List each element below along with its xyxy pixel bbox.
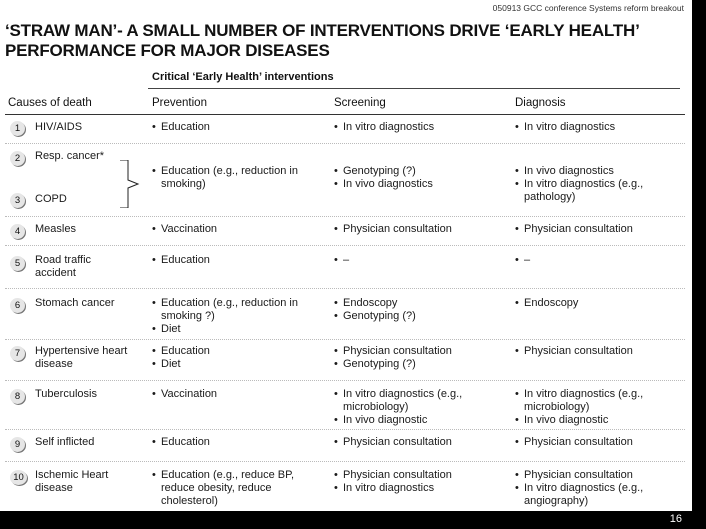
diagnosis-cell xyxy=(515,223,687,236)
screening-item: • Genotyping (?) xyxy=(334,358,504,371)
screening-item: • – xyxy=(334,254,504,267)
prevention-item: • Education (e.g., reduction in smoking ?) xyxy=(152,297,327,323)
interventions-header xyxy=(148,71,680,89)
screening-cell xyxy=(334,469,504,495)
diagnosis-item: • Physician consultation xyxy=(515,436,687,449)
screening-cell xyxy=(334,121,504,134)
screening-cell xyxy=(334,388,504,427)
screening-item: • In vitro diagnostics (e.g., microbiology) xyxy=(334,388,504,414)
screening-item: • Physician consultation xyxy=(334,223,504,236)
screening-item: • Physician consultation xyxy=(334,436,504,449)
diagnosis-cell xyxy=(515,121,687,134)
diagnosis-item: • In vitro diagnostics (e.g., pathology) xyxy=(515,178,687,204)
cause-stomach-cancer: Stomach cancer xyxy=(35,297,115,309)
prevention-cell xyxy=(152,223,327,236)
row-separator xyxy=(5,339,685,340)
cause-hypertensive-heart-disease: Hypertensive heart disease xyxy=(35,345,128,370)
prevention-item: • Education xyxy=(152,436,327,449)
diagnosis-cell xyxy=(515,388,687,427)
screening-item: • Endoscopy xyxy=(334,297,504,310)
prevention-item: • Diet xyxy=(152,323,327,336)
row-number-badge: 7 xyxy=(10,346,25,361)
header-divider xyxy=(5,114,685,115)
diagnosis-item: • In vivo diagnostic xyxy=(515,414,687,427)
conference-note: 050913 GCC conference Systems reform breakout xyxy=(492,3,684,13)
prevention-cell xyxy=(152,345,327,371)
row-separator xyxy=(5,429,685,430)
row-separator xyxy=(5,288,685,289)
screening-item: • Genotyping (?) xyxy=(334,165,504,178)
slide-edge-bar xyxy=(692,0,706,529)
diagnosis-item: • In vitro diagnostics xyxy=(515,121,687,134)
cause-road-traffic-accident: Road traffic accident xyxy=(35,254,92,279)
screening-cell xyxy=(334,297,504,323)
diagnosis-cell xyxy=(515,297,687,310)
prevention-cell xyxy=(152,121,327,134)
cause-resp-cancer: Resp. cancer* xyxy=(35,150,105,162)
prevention-item: • Vaccination xyxy=(152,388,327,401)
diagnosis-item: • In vitro diagnostics (e.g., microbiology) xyxy=(515,388,687,414)
screening-item: • Physician consultation xyxy=(334,345,504,358)
screening-item: • Genotyping (?) xyxy=(334,310,504,323)
row-number-badge: 8 xyxy=(10,389,25,404)
prevention-cell xyxy=(152,254,327,267)
screening-cell xyxy=(334,223,504,236)
screening-cell xyxy=(334,165,504,191)
cause-measles: Measles xyxy=(35,223,76,235)
cause-tuberculosis: Tuberculosis xyxy=(35,388,97,400)
column-header-screening: Screening xyxy=(334,97,386,109)
prevention-item: • Education xyxy=(152,121,327,134)
row-number-badge: 4 xyxy=(10,224,25,239)
column-header-prevention: Prevention xyxy=(152,97,207,109)
row-number-badge: 5 xyxy=(10,256,25,271)
screening-item: • In vivo diagnostic xyxy=(334,414,504,427)
screening-item: • Physician consultation xyxy=(334,469,504,482)
cause-self-inflicted: Self inflicted xyxy=(35,436,95,448)
diagnosis-item: • Physician consultation xyxy=(515,345,687,358)
row-number-badge: 1 xyxy=(10,121,25,136)
prevention-cell xyxy=(152,436,327,449)
prevention-item: • Education (e.g., reduce BP, reduce obesity, reduce cholesterol) xyxy=(152,469,327,508)
row-number-badge: 2 xyxy=(10,151,25,166)
screening-item: • In vivo diagnostics xyxy=(334,178,504,191)
row-separator xyxy=(5,245,685,246)
screening-cell xyxy=(334,345,504,371)
column-header-diagnosis: Diagnosis xyxy=(515,97,566,109)
prevention-item: • Education xyxy=(152,345,327,358)
row-separator xyxy=(5,461,685,462)
cause-hiv-aids: HIV/AIDS xyxy=(35,121,83,133)
diagnosis-cell xyxy=(515,345,687,358)
cause-copd: COPD xyxy=(35,193,67,205)
screening-item: • In vitro diagnostics xyxy=(334,482,504,495)
diagnosis-item: • Physician consultation xyxy=(515,223,687,236)
row-separator xyxy=(5,143,685,144)
prevention-item: • Diet xyxy=(152,358,327,371)
screening-cell xyxy=(334,254,504,267)
prevention-item: • Education (e.g., reduction in smoking) xyxy=(152,165,327,191)
diagnosis-item: • In vivo diagnostics xyxy=(515,165,687,178)
cause-ischemic-heart-disease: Ischemic Heart disease xyxy=(35,469,109,494)
diagnosis-item: • In vitro diagnostics (e.g., angiography) xyxy=(515,482,687,508)
column-header-causes: Causes of death xyxy=(8,97,92,109)
row-number-badge: 3 xyxy=(10,193,25,208)
page-number: 16 xyxy=(669,513,682,525)
row-number-badge: 10 xyxy=(10,470,27,485)
prevention-item: • Education xyxy=(152,254,327,267)
diagnosis-item: • – xyxy=(515,254,687,267)
diagnosis-item: • Physician consultation xyxy=(515,469,687,482)
diagnosis-cell xyxy=(515,469,687,508)
prevention-item: • Vaccination xyxy=(152,223,327,236)
prevention-cell xyxy=(152,297,327,336)
interventions-header-label: Critical ‘Early Health’ interventions xyxy=(152,71,334,83)
prevention-cell xyxy=(152,165,327,191)
slide-title: ‘STRAW MAN’- A SMALL NUMBER OF INTERVENTIONS DRIVE ‘EARLY HEALTH’ PERFORMANCE FOR MAJOR DISEASES xyxy=(5,21,639,60)
diagnosis-item: • Endoscopy xyxy=(515,297,687,310)
diagnosis-cell xyxy=(515,436,687,449)
diagnosis-cell xyxy=(515,254,687,267)
row-number-badge: 9 xyxy=(10,437,25,452)
row-number-badge: 6 xyxy=(10,298,25,313)
screening-item: • In vitro diagnostics xyxy=(334,121,504,134)
footer-bar xyxy=(0,511,706,529)
row-separator xyxy=(5,216,685,217)
screening-cell xyxy=(334,436,504,449)
prevention-cell xyxy=(152,469,327,508)
prevention-cell xyxy=(152,388,327,401)
diagnosis-cell xyxy=(515,165,687,204)
row-separator xyxy=(5,380,685,381)
grouping-bracket-icon xyxy=(118,160,140,208)
